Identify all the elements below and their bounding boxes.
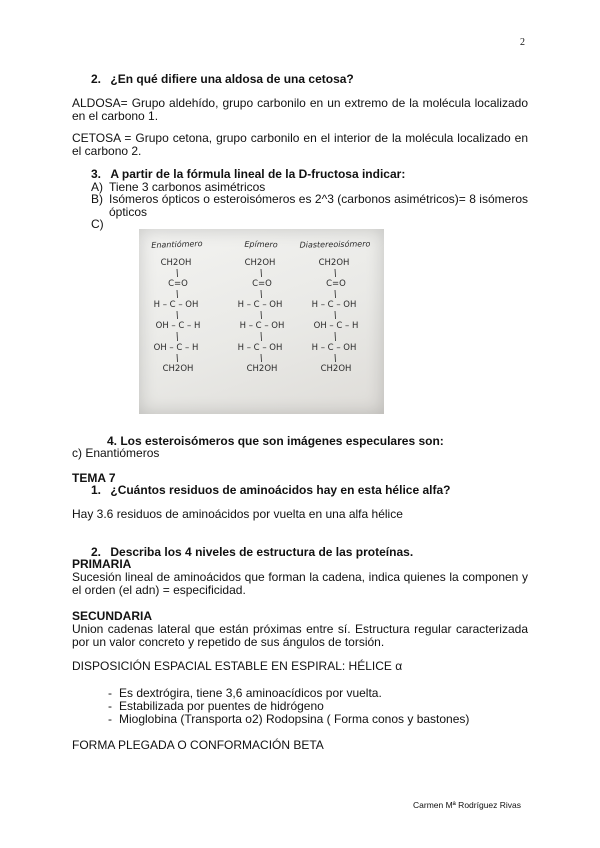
bond-line — [261, 311, 262, 319]
cetosa-paragraph: CETOSA = Grupo cetona, grupo carbonilo en el interior de la molécula localizado en el carbono 2. — [72, 131, 528, 158]
formula-line: CH2OH — [318, 258, 350, 268]
q3-item-b — [91, 193, 528, 219]
aldosa-paragraph: ALDOSA= Grupo aldehído, grupo carbonilo en un extremo de la molécula localizado en el carbono 1. — [72, 96, 528, 123]
tema7-q2-number: 2. — [91, 545, 102, 559]
bond-line — [177, 354, 178, 362]
formula-line: C=O — [326, 279, 346, 289]
q3-item-b-text: Isómeros ópticos o esteroisómeros es 2^3 (carbonos asimétricos)= 8 isómeros ópticos — [109, 192, 528, 219]
list-item: - Es dextrógira, tiene 3,6 aminoacídicos por vuelta. — [108, 687, 528, 700]
q3-item-a-text: Tiene 3 carbonos asimétricos — [109, 180, 266, 194]
bond-line — [261, 290, 262, 298]
secundaria-paragraph: Union cadenas lateral que están próximas entre sí. Estructura regular caracterizada por un valor concreto y repetido de sus ángulos de torsión. — [72, 622, 528, 649]
formula-line: CH2OH — [246, 364, 278, 374]
isomers-drawing — [139, 229, 384, 414]
bond-line — [261, 354, 262, 362]
formula-line: CH2OH — [162, 364, 194, 374]
formula-line: H – C – OH — [237, 343, 283, 353]
tema7-q1-answer: Hay 3.6 residuos de aminoácidos por vuelta en una alfa hélice — [72, 507, 403, 521]
bond-line — [335, 290, 336, 298]
q2-title: ¿En qué difiere una aldosa de una cetosa? — [110, 72, 354, 86]
formula-line: CH2OH — [160, 258, 192, 268]
page-number: 2 — [520, 37, 525, 48]
q3-item-a-marker: A) — [91, 180, 103, 194]
tema7-q1-heading — [91, 484, 450, 497]
q3-item-b-marker: B) — [91, 192, 103, 206]
bond-line — [177, 311, 178, 319]
handwritten-isomers-photo — [139, 229, 384, 414]
bond-line — [335, 311, 336, 319]
bond-line — [177, 290, 178, 298]
q2-number: 2. — [91, 72, 102, 86]
bond-line — [335, 269, 336, 277]
bond-line — [335, 332, 336, 341]
formula-line: H – C – OH — [237, 300, 283, 310]
formula-line: OH – C – H — [153, 343, 199, 353]
tema7-q2-title: Describa los 4 niveles de estructura de las proteínas. — [110, 545, 414, 559]
formula-line: C=O — [168, 279, 188, 289]
primaria-heading: PRIMARIA — [72, 557, 132, 571]
list-item: - Estabilizada por puentes de hidrógeno — [108, 700, 528, 713]
q4-title: 4. Los esteroisómeros que son imágenes especulares son: — [107, 434, 444, 448]
bond-line — [177, 269, 178, 277]
beta-heading: FORMA PLEGADA O CONFORMACIÓN BETA — [72, 738, 324, 752]
formula-line: H – C – OH — [311, 343, 357, 353]
footer-author: Carmen Mª Rodríguez Rivas — [413, 800, 522, 810]
formula-line: OH – C – H — [155, 321, 201, 331]
tema7-q1-title: ¿Cuántos residuos de aminoácidos hay en esta hélice alfa? — [110, 483, 451, 497]
tema7-q2-heading — [91, 546, 413, 559]
q3-item-c — [91, 218, 104, 231]
formula-line: C=O — [252, 279, 272, 289]
tema7-heading: TEMA 7 — [72, 471, 116, 485]
formula-line: H – C – OH — [239, 321, 285, 331]
formula-line: H – C – OH — [311, 300, 357, 310]
bond-line — [261, 332, 262, 341]
q2-heading — [91, 73, 354, 86]
list-item: - Mioglobina (Transporta o2) Rodopsina ( Forma conos y bastones) — [108, 713, 528, 726]
q3-title: A partir de la fórmula lineal de la D-fructosa indicar: — [110, 167, 406, 181]
figure-header: Diastereoisómero — [299, 239, 371, 250]
helice-bullet-list — [108, 687, 528, 726]
figure-header: Epímero — [244, 239, 278, 250]
q4-answer: c) Enantiómeros — [72, 446, 160, 460]
helice-heading: DISPOSICIÓN ESPACIAL ESTABLE EN ESPIRAL: HÉLICE α — [72, 659, 403, 673]
q3-number: 3. — [91, 167, 102, 181]
bond-line — [261, 269, 262, 277]
bond-line — [177, 332, 178, 341]
figure-header: Enantiómero — [151, 239, 203, 250]
secundaria-heading: SECUNDARIA — [72, 609, 153, 623]
formula-line: H – C – OH — [153, 300, 199, 310]
primaria-paragraph: Sucesión lineal de aminoácidos que forman la cadena, indica quienes la componen y el orden (el adn) = especificidad. — [72, 570, 528, 597]
bond-line — [335, 354, 336, 362]
tema7-q1-number: 1. — [91, 483, 102, 497]
formula-line: OH – C – H — [313, 321, 359, 331]
formula-line: CH2OH — [244, 258, 276, 268]
formula-line: CH2OH — [320, 364, 352, 374]
q3-item-c-marker: C) — [91, 217, 104, 231]
